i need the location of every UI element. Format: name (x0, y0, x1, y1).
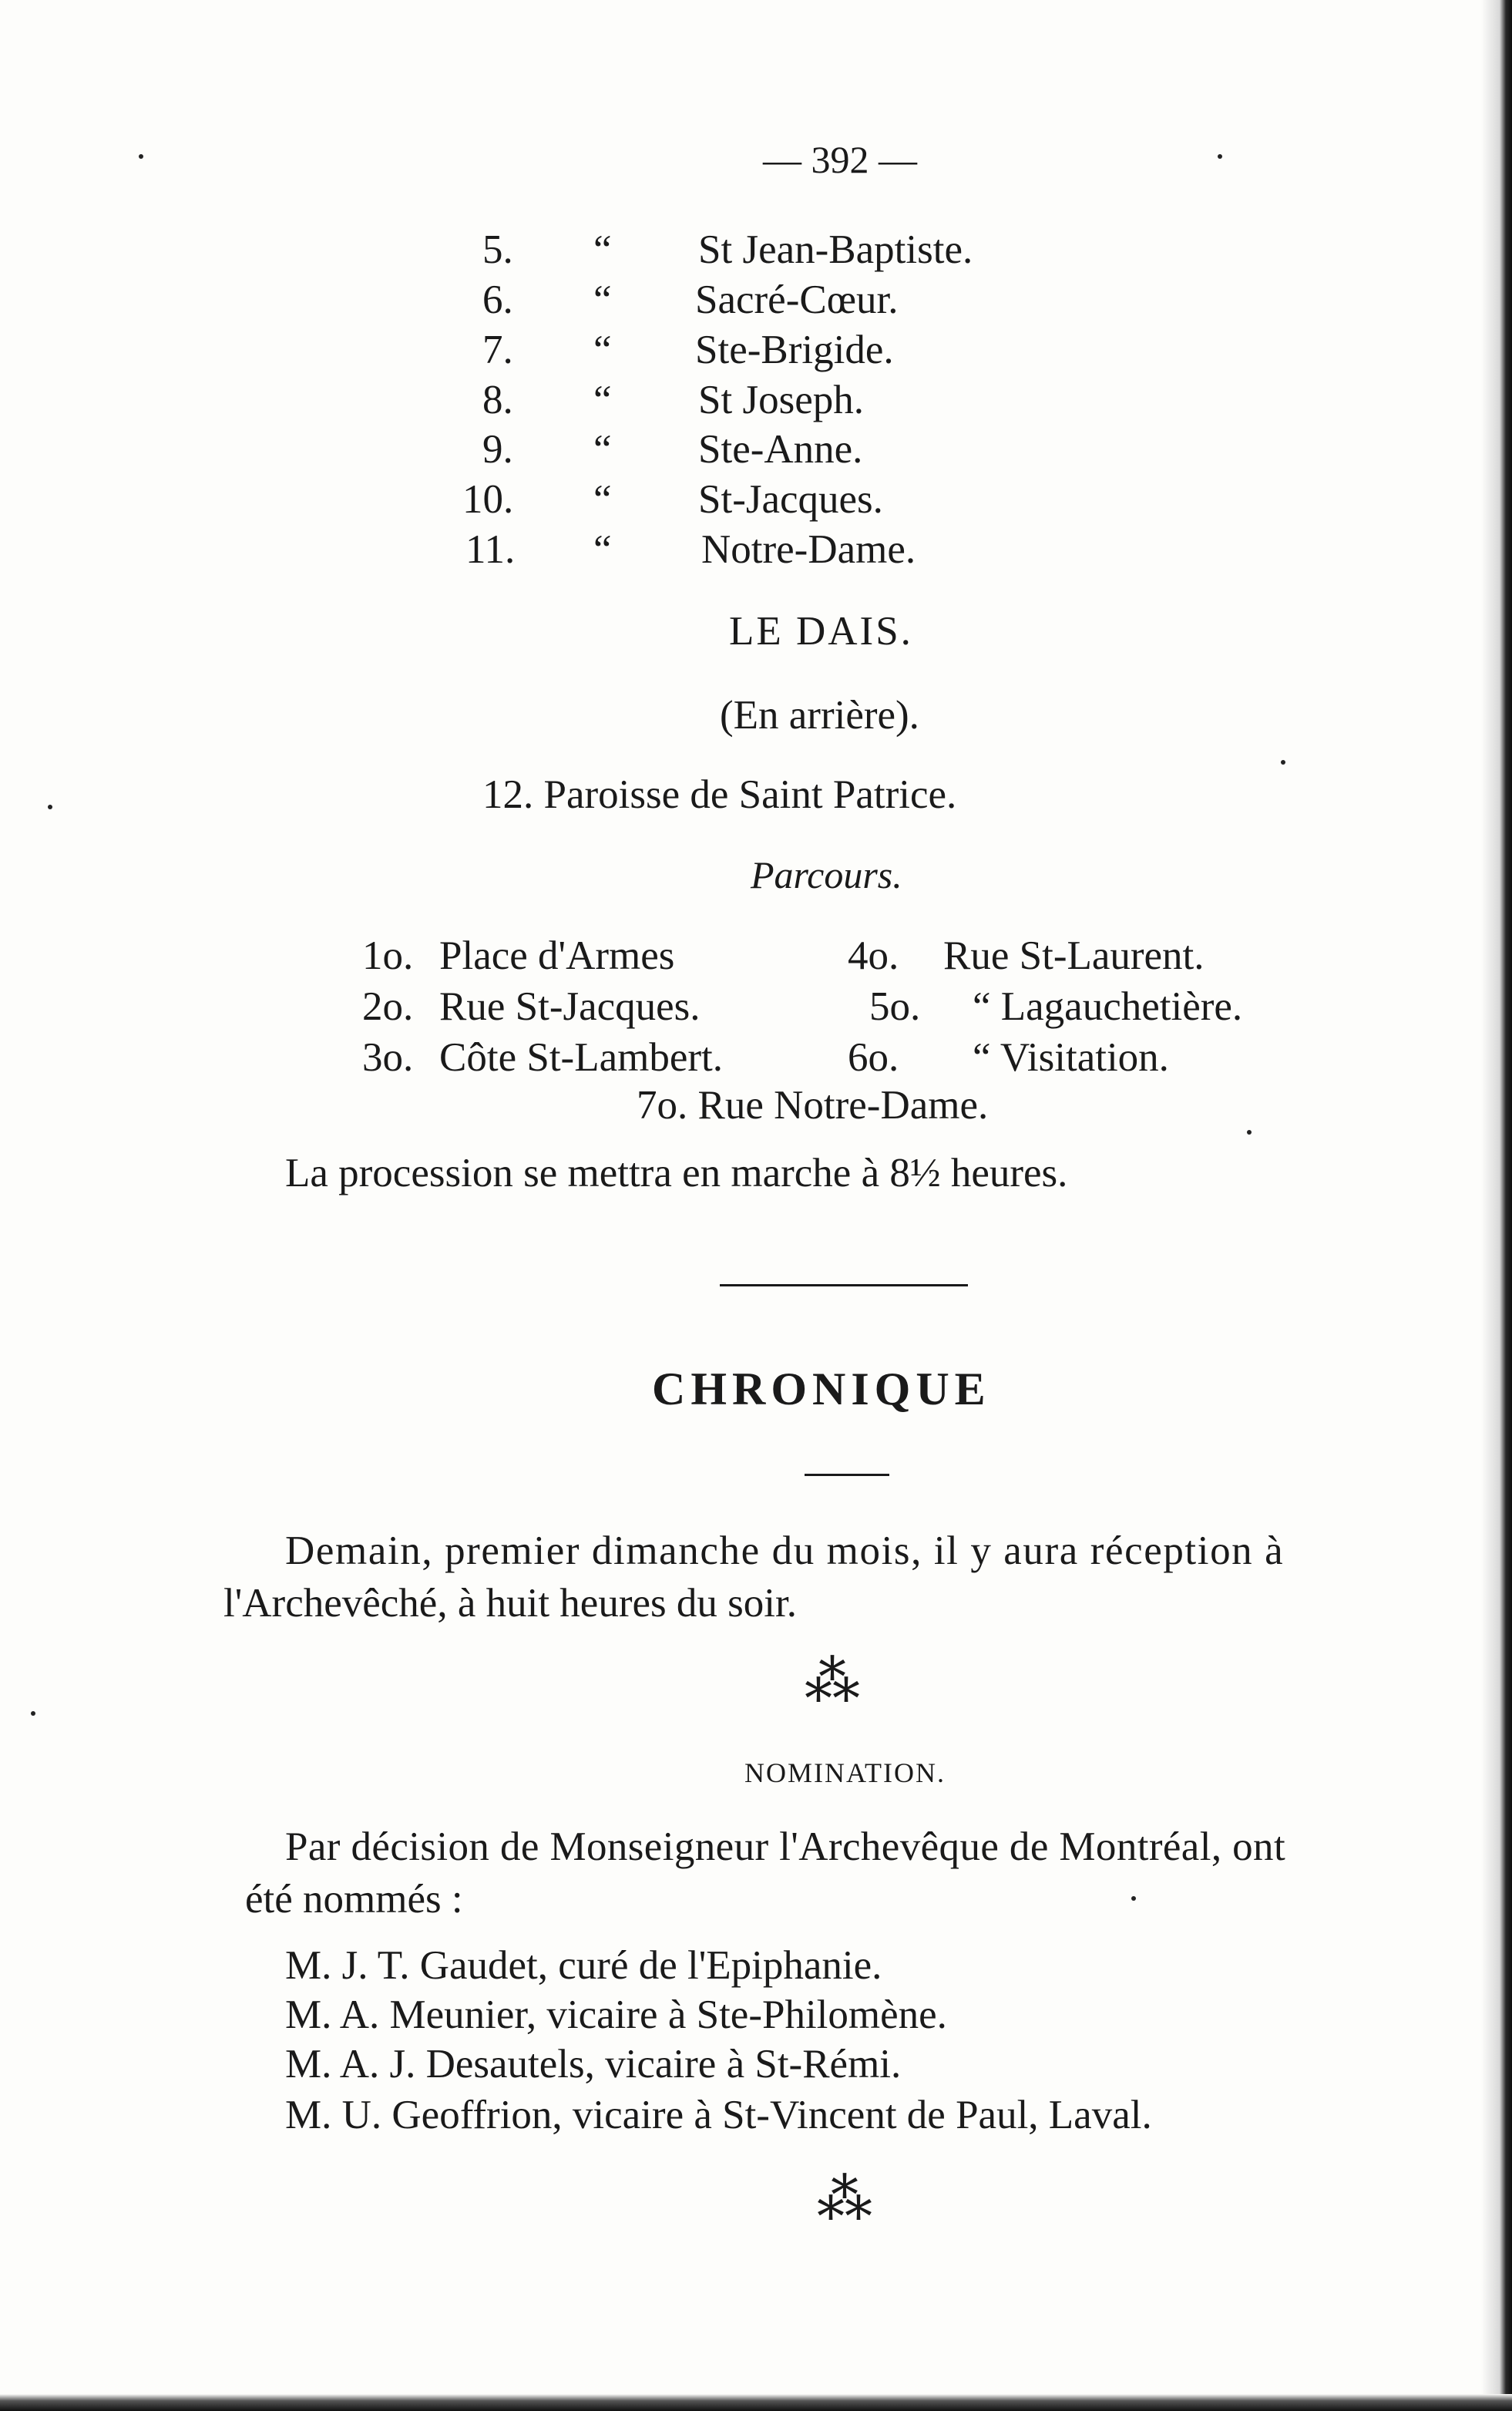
route-name: Côte St-Lambert. (439, 1035, 723, 1080)
route-name: Place d'Armes (439, 933, 675, 978)
chronique-heading: CHRONIQUE (652, 1364, 991, 1414)
nomination-intro-line1: Par décision de Monseigneur l'Archevêque de Montréal, ont (285, 1824, 1286, 1869)
parish-12: 12. Paroisse de Saint Patrice. (482, 772, 957, 817)
list-item-name: Ste-Brigide. (695, 328, 894, 372)
list-item-number: 7. (482, 328, 513, 372)
ditto-mark: “ (593, 328, 612, 372)
section-divider (720, 1284, 968, 1286)
ditto-mark: “ (593, 427, 612, 472)
route-number: 6o. (848, 1035, 899, 1080)
scan-speck (1247, 1130, 1252, 1135)
heading-underline (805, 1474, 889, 1476)
list-item-name: St Jean-Baptiste. (698, 227, 973, 272)
scan-speck (1218, 154, 1222, 159)
route-number: 3o. (362, 1035, 414, 1080)
list-item: M. A. J. Desautels, vicaire à St-Rémi. (285, 2042, 902, 2087)
scan-speck (139, 154, 143, 159)
nomination-heading: NOMINATION. (744, 1757, 946, 1788)
route-name: Rue St-Jacques. (439, 984, 701, 1029)
ditto-mark: “ (593, 477, 612, 522)
route-last: 7o. Rue Notre-Dame. (637, 1083, 989, 1128)
list-item-name: Sacré-Cœur. (695, 277, 899, 322)
dais-heading: LE DAIS. (729, 609, 913, 654)
list-item: M. A. Meunier, vicaire à Ste-Philomène. (285, 1992, 947, 2037)
route-name: “ Visitation. (973, 1035, 1169, 1080)
scan-speck (48, 805, 52, 809)
list-item-name: Ste-Anne. (698, 427, 863, 472)
ditto-mark: “ (593, 527, 612, 572)
chronique-paragraph-line1: Demain, premier dimanche du mois, il y aura réception à (285, 1528, 1285, 1573)
list-item-number: 6. (482, 277, 513, 322)
chronique-paragraph-line2: l'Archevêché, à huit heures du soir. (223, 1581, 797, 1626)
dais-position: (En arrière). (720, 693, 919, 738)
nomination-intro-line2: été nommés : (245, 1877, 463, 1922)
list-item-number: 5. (482, 227, 513, 272)
list-item-number: 11. (465, 527, 516, 572)
scan-speck (1131, 1896, 1136, 1901)
ditto-mark: “ (593, 227, 612, 272)
scan-speck (1281, 760, 1285, 765)
scan-speck (31, 1711, 35, 1716)
route-name: “ Lagauchetière. (973, 984, 1243, 1029)
list-item-name: Notre-Dame. (701, 527, 916, 572)
ditto-mark: “ (593, 277, 612, 322)
procession-note: La procession se mettra en marche à 8½ heures. (285, 1151, 1068, 1195)
asterism-end: ⁂ (817, 2169, 872, 2231)
list-item-name: St-Jacques. (698, 477, 883, 522)
scan-edge-right (1481, 0, 1512, 2411)
asterism: ⁂ (805, 1651, 860, 1713)
route-number: 1o. (362, 933, 414, 978)
list-item: M. J. T. Gaudet, curé de l'Epiphanie. (285, 1943, 882, 1988)
list-item-number: 9. (482, 427, 513, 472)
route-number: 2o. (362, 984, 414, 1029)
route-name: Rue St-Laurent. (943, 933, 1205, 978)
list-item-name: St Joseph. (698, 378, 864, 422)
route-number: 5o. (869, 984, 921, 1029)
list-item-number: 8. (482, 378, 513, 422)
list-item: M. U. Geoffrion, vicaire à St-Vincent de Paul, Laval. (285, 2093, 1152, 2137)
route-number: 4o. (848, 933, 899, 978)
list-item-number: 10. (462, 477, 514, 522)
scan-edge-bottom (0, 2394, 1512, 2411)
parcours-heading: Parcours. (751, 853, 902, 896)
ditto-mark: “ (593, 378, 612, 422)
page-number: — 392 — (763, 138, 917, 181)
